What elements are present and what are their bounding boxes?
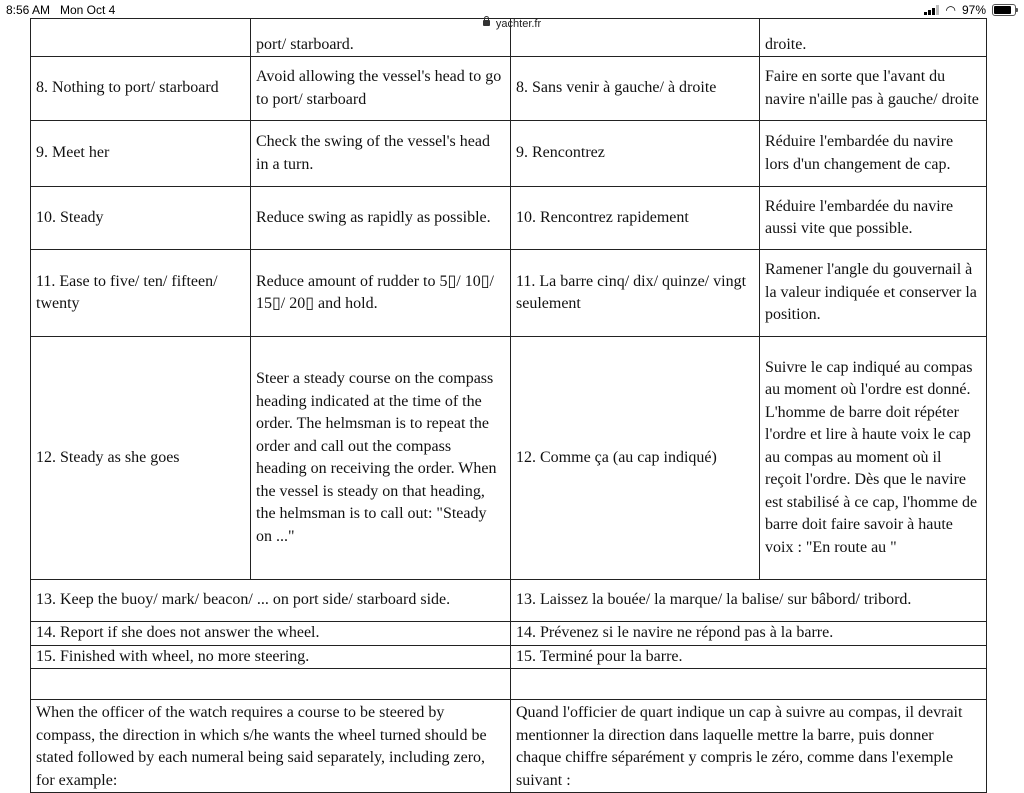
table-cell-fr-order: 11. La barre cinq/ dix/ quinze/ vingt seulement — [511, 250, 760, 337]
table-row — [31, 700, 987, 793]
table-cell-en-order: 8. Nothing to port/ starboard — [31, 57, 251, 121]
table-cell-en-order — [31, 19, 251, 57]
status-date: Mon Oct 4 — [60, 3, 116, 17]
table-cell-en-order: 11. Ease to five/ ten/ fifteen/ twenty — [31, 250, 251, 337]
helm-orders-table — [30, 18, 987, 793]
url-domain[interactable]: yachter.fr — [495, 18, 542, 30]
table-cell-fr-wide: 14. Prévenez si le navire ne répond pas à la barre. — [511, 622, 987, 646]
table-cell-fr-meaning: Réduire l'embardée du navire aussi vite que possible. — [760, 187, 987, 250]
table-cell-en-order: 9. Meet her — [31, 121, 251, 187]
table-cell-fr-meaning: droite. — [760, 19, 987, 57]
table-cell-en-meaning: Reduce swing as rapidly as possible. — [251, 187, 511, 250]
table-cell-empty — [511, 669, 987, 700]
table-cell-en-wide: 14. Report if she does not answer the wheel. — [31, 622, 511, 646]
battery-fill — [994, 6, 1011, 14]
wifi-icon: ◠ — [945, 3, 956, 17]
table-cell-en-order: 10. Steady — [31, 187, 251, 250]
table-cell-fr-meaning: Faire en sorte que l'avant du navire n'aille pas à gauche/ droite — [760, 57, 987, 121]
table-row — [31, 645, 987, 669]
table-row — [31, 622, 987, 646]
table-cell-fr-wide: 15. Terminé pour la barre. — [511, 645, 987, 669]
table-cell-fr-order: 12. Comme ça (au cap indiqué) — [511, 337, 760, 580]
table-cell-en-wide: 15. Finished with wheel, no more steering. — [31, 645, 511, 669]
table-cell-fr-meaning: Ramener l'angle du gouvernail à la valeur indiquée et conserver la position. — [760, 250, 987, 337]
table-cell-en-order: 12. Steady as she goes — [31, 337, 251, 580]
table-cell-fr-order: 8. Sans venir à gauche/ à droite — [511, 57, 760, 121]
table-cell-fr-meaning: Suivre le cap indiqué au compas au moment où l'ordre est donné. L'homme de barre doit répéter l'ordre et lire à haute voix le cap au compas au moment où il reçoit l'ordre. Dès que le navire est stabilisé à ce cap, l'homme de barre doit faire savoir à haute voix : "En route au " — [760, 337, 987, 580]
table-cell-en-meaning: Reduce amount of rudder to 5▯/ 10▯/ 15▯/ 20▯ and hold. — [251, 250, 511, 337]
table-cell-en-wide: 13. Keep the buoy/ mark/ beacon/ ... on port side/ starboard side. — [31, 580, 511, 622]
page-content — [0, 35, 1024, 789]
table-row — [31, 337, 987, 580]
table-cell-en-note: When the officer of the watch requires a course to be steered by compass, the direction in which s/he wants the wheel turned should be stated followed by each numeral being said separately, including zero, for example: — [31, 700, 511, 793]
status-time: 8:56 AM — [6, 3, 51, 17]
table-cell-fr-note: Quand l'officier de quart indique un cap à suivre au compas, il devrait mentionner la direction dans laquelle mettre la barre, puis donner chaque chiffre séparément y compris le zéro, comme dans l'exemple suivant : — [511, 700, 987, 793]
table-row-empty — [31, 669, 987, 700]
table-row — [31, 121, 987, 187]
table-row — [31, 250, 987, 337]
table-row — [31, 187, 987, 250]
table-cell-fr-wide: 13. Laissez la bouée/ la marque/ la balise/ sur bâbord/ tribord. — [511, 580, 987, 622]
table-cell-fr-order — [511, 19, 760, 57]
table-cell-en-meaning: Check the swing of the vessel's head in a turn. — [251, 121, 511, 187]
table-cell-en-meaning: Avoid allowing the vessel's head to go to port/ starboard — [251, 57, 511, 121]
table-cell-empty — [31, 669, 511, 700]
table-cell-en-meaning: Steer a steady course on the compass heading indicated at the time of the order. The helmsman is to repeat the order and call out the compass heading on receiving the order. When the vessel is steady on that heading, the helmsman is to call out: "Steady on ..." — [251, 337, 511, 580]
cellular-signal-icon — [924, 5, 939, 15]
battery-percent: 97% — [961, 3, 986, 17]
table-cell-fr-meaning: Réduire l'embardée du navire lors d'un changement de cap. — [760, 121, 987, 187]
table-cell-fr-order: 9. Rencontrez — [511, 121, 760, 187]
status-right-group — [924, 3, 1016, 17]
table-row — [31, 57, 987, 121]
table-cell-fr-order: 10. Rencontrez rapidement — [511, 187, 760, 250]
table-row — [31, 19, 987, 57]
status-bar — [0, 0, 1024, 20]
table-cell-en-meaning: port/ starboard. — [251, 19, 511, 57]
battery-icon — [992, 4, 1016, 16]
table-row — [31, 580, 987, 622]
